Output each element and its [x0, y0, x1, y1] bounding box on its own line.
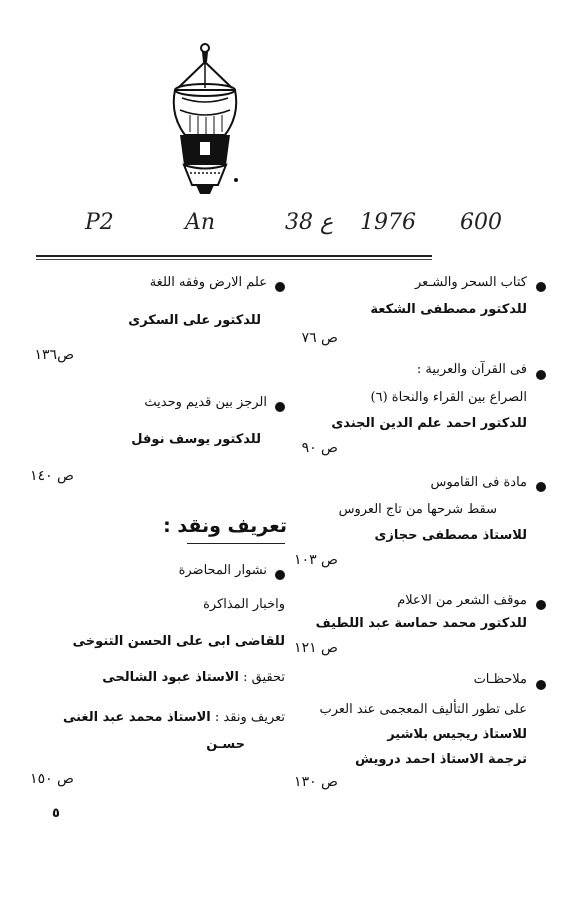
- bullet-icon: [536, 680, 546, 690]
- header-rule: [36, 255, 432, 257]
- article-page: ص ٩٠: [301, 440, 338, 456]
- article-subtitle: سقط شرحها من تاج العروس: [338, 502, 497, 517]
- review-editor-prefix: تحقيق :: [243, 670, 285, 685]
- review-reviewer-line: [63, 710, 285, 725]
- bullet-icon: [536, 482, 546, 492]
- article-author: للدكتور محمد حماسة عبد اللطيف: [315, 616, 527, 631]
- article-title: مادة فى القاموس: [430, 475, 527, 490]
- article-author: للدكتور احمد علم الدين الجندى: [331, 416, 527, 431]
- review-page: ص ١٥٠: [30, 771, 74, 787]
- handwritten-mark: ع: [320, 210, 334, 235]
- review-editor: الاستاذ عبود الشالحى: [102, 670, 239, 685]
- review-author: للقاضى ابى على الحسن التنوخى: [72, 634, 285, 649]
- section-underline: [187, 543, 285, 544]
- article-title: ملاحظـات: [473, 672, 527, 687]
- article-author: للدكتور على السكرى: [128, 313, 261, 328]
- article-page: ص١٣٦: [34, 347, 74, 363]
- bullet-icon: [275, 402, 285, 412]
- bullet-icon: [275, 282, 285, 292]
- article-title: الرجز بين قديم وحديث: [144, 395, 267, 410]
- article-title: كتاب السحر والشـعر: [414, 275, 527, 290]
- bullet-icon: [275, 570, 285, 580]
- article-author: للاستاذ ريجيس بلاشير: [387, 727, 527, 742]
- article-page: ص ١٠٣: [294, 552, 338, 568]
- review-reviewer-prefix: تعريف ونقد :: [214, 710, 285, 725]
- article-title: علم الارض وفقه اللغة: [149, 275, 267, 290]
- bullet-icon: [536, 282, 546, 292]
- article-author: للاستاذ مصطفى حجازى: [374, 528, 527, 543]
- review-reviewer-continued: حسـن: [206, 737, 245, 752]
- article-page: ص ٧٦: [301, 330, 338, 346]
- bullet-icon: [536, 600, 546, 610]
- article-translator: ترجمة الاستاذ احمد درويش: [355, 752, 527, 767]
- bullet-icon: [536, 370, 546, 380]
- article-page: ص ١٤٠: [30, 468, 74, 484]
- article-page: ص ١٣٠: [294, 774, 338, 790]
- article-subtitle: الصراع بين القراء والنحاة (٦): [370, 390, 527, 405]
- page-number: ٥: [52, 806, 60, 821]
- section-heading: تعريف ونقد :: [163, 515, 287, 537]
- review-subtitle: واخبار المذاكرة: [203, 597, 285, 612]
- article-title: موقف الشعر من الاعلام: [397, 593, 527, 608]
- article-author: للدكتور مصطفى الشكعة: [370, 302, 527, 317]
- handwritten-mark: 600: [460, 210, 502, 235]
- handwritten-mark: 38: [285, 210, 313, 235]
- review-reviewer: الاستاذ محمد عبد الغنى: [62, 710, 211, 725]
- handwritten-mark: P2: [85, 210, 114, 235]
- article-page: ص ١٢١: [294, 640, 338, 656]
- review-editor-line: [102, 670, 285, 685]
- review-title: نشوار المحاضرة: [178, 563, 267, 578]
- header-rule-thin: [36, 259, 432, 260]
- handwritten-mark: 1976: [360, 210, 416, 235]
- lantern-illustration: [160, 40, 250, 200]
- article-subtitle: على تطور التأليف المعجمى عند العرب: [319, 702, 527, 717]
- article-title: فى القرآن والعربية :: [416, 362, 527, 377]
- article-author: للدكتور يوسف نوفل: [131, 432, 261, 447]
- handwritten-mark: An: [185, 210, 216, 235]
